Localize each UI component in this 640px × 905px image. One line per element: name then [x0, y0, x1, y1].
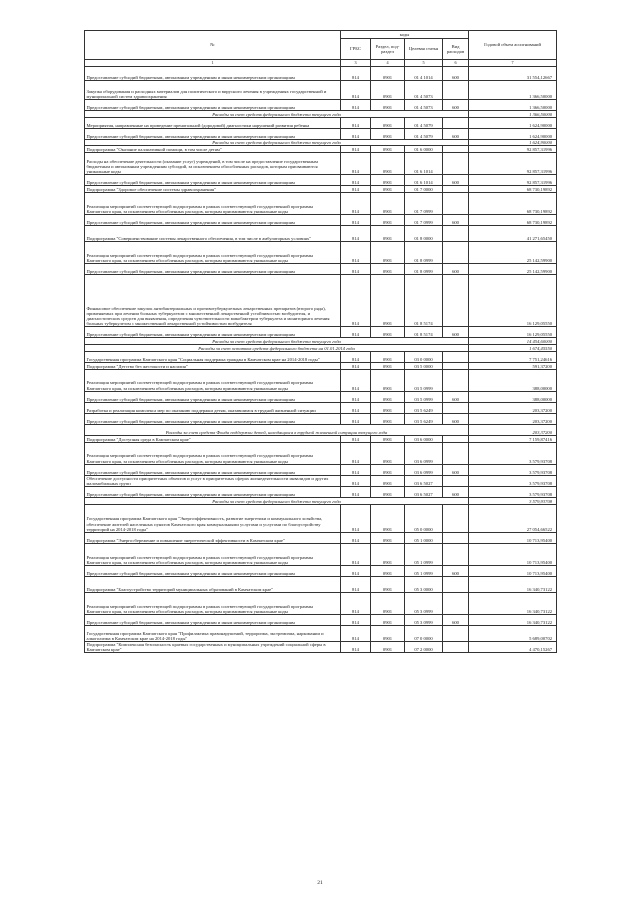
row-name: Реализация мероприятий соответствующей подпрограммы в рамках соответствующей государственной программы Камчатского края, за исключением обособленных расходов, которым присваиваются уникальные коды: [85, 442, 341, 464]
row-amount: 92 857,31996: [469, 146, 557, 153]
note-amount: 1 674,45550: [469, 345, 557, 352]
row-name: Подпрограмма "Здоровое обеспечение системы здравоохранения": [85, 186, 341, 193]
header-row-numbers: [85, 60, 557, 67]
row-amount: 16 129,05550: [469, 275, 557, 327]
row-name: Разработка и реализация комплекса мер по оказанию поддержки детям, оказавшимся в трудной жизненной ситуации: [85, 402, 341, 413]
row-grbs: 814: [341, 475, 371, 486]
row-target-article: 01 4 5079: [405, 128, 443, 139]
row-name: Предоставление субсидий бюджетным, автономным учреждениям и иным некоммерческим организациям: [85, 264, 341, 275]
table-row: [85, 442, 557, 464]
header-col-number: 6: [443, 60, 469, 67]
row-razdel: 0901: [371, 327, 405, 338]
row-expense-type: [443, 117, 469, 128]
table-row-note: [85, 338, 557, 345]
header-sum: Годовой объем ассигнований: [469, 31, 557, 60]
row-grbs: 814: [341, 67, 371, 81]
row-target-article: 01 8 0999: [405, 242, 443, 264]
row-razdel: 0901: [371, 242, 405, 264]
row-name: Расходы на обеспечение деятельности (оказание услуг) учреждений, в том числе на предоставление государственным бюджетным и автономным учреждениям субсидий, за исключением обособленных расходов, которым присваиваются уникальные коды: [85, 153, 341, 175]
row-grbs: 814: [341, 543, 371, 565]
row-expense-type: 600: [443, 128, 469, 139]
row-grbs: 814: [341, 128, 371, 139]
row-target-article: 01 6 1014: [405, 153, 443, 175]
row-amount: 25 142,59900: [469, 242, 557, 264]
row-amount: 41 271,65450: [469, 226, 557, 242]
row-grbs: 814: [341, 576, 371, 592]
row-grbs: 814: [341, 641, 371, 652]
row-razdel: 0901: [371, 543, 405, 565]
table-row: [85, 153, 557, 175]
row-expense-type: [443, 226, 469, 242]
row-expense-type: [443, 532, 469, 543]
row-amount: 27 054,66522: [469, 504, 557, 532]
row-name: Предоставление субсидий бюджетным, автономным учреждениям и иным некоммерческим организациям: [85, 100, 341, 111]
row-razdel: 0901: [371, 153, 405, 175]
table-row: [85, 641, 557, 652]
row-grbs: 814: [341, 435, 371, 442]
row-amount: 25 142,59900: [469, 264, 557, 275]
row-name: Предоставление субсидий бюджетным, автономным учреждениям и иным некоммерческим организациям: [85, 464, 341, 475]
row-target-article: 03 0 0000: [405, 351, 443, 362]
row-target-article: 05 3 0999: [405, 592, 443, 614]
row-expense-type: [443, 186, 469, 193]
row-expense-type: 600: [443, 614, 469, 625]
row-razdel: 0901: [371, 391, 405, 402]
row-razdel: 0901: [371, 402, 405, 413]
row-name: Подпрограмма "Комплексная безопасность краевых государственных и муниципальных учреждений социальной сферы в Камчатском крае": [85, 641, 341, 652]
row-amount: 10 713,95400: [469, 543, 557, 565]
row-expense-type: [443, 81, 469, 100]
row-amount: 68 730,19892: [469, 186, 557, 193]
header-col-number: 5: [405, 60, 443, 67]
row-name: Предоставление субсидий бюджетным, автономным учреждениям и иным некоммерческим организациям: [85, 565, 341, 576]
row-razdel: 0901: [371, 146, 405, 153]
header-grbs: ГРБС: [341, 39, 371, 60]
row-grbs: 814: [341, 504, 371, 532]
table-row: [85, 81, 557, 100]
row-expense-type: [443, 146, 469, 153]
row-expense-type: 600: [443, 215, 469, 226]
row-amount: 7 159,87416: [469, 435, 557, 442]
row-expense-type: 600: [443, 67, 469, 81]
note-amount: 3 579,93708: [469, 498, 557, 505]
row-expense-type: 600: [443, 464, 469, 475]
row-razdel: 0901: [371, 464, 405, 475]
row-amount: 31 554,12667: [469, 67, 557, 81]
row-target-article: 03 5 6249: [405, 413, 443, 424]
row-target-article: 07 2 0000: [405, 641, 443, 652]
row-name: Государственная программа Камчатского края "Социальная поддержка граждан в Камчатском крае на 2014-2018 годы": [85, 351, 341, 362]
row-razdel: 0901: [371, 592, 405, 614]
row-name: Реализация мероприятий соответствующей подпрограммы в рамках соответствующей государственной программы Камчатского края, за исключением обособленных расходов, которым присваиваются уникальные коды: [85, 369, 341, 391]
table-row: [85, 264, 557, 275]
table-row-note: [85, 139, 557, 146]
row-grbs: 814: [341, 264, 371, 275]
row-target-article: 03 6 0999: [405, 464, 443, 475]
table-row: [85, 504, 557, 532]
row-grbs: 814: [341, 402, 371, 413]
row-razdel: 0901: [371, 275, 405, 327]
row-razdel: 0901: [371, 576, 405, 592]
row-razdel: 0901: [371, 614, 405, 625]
row-grbs: 814: [341, 186, 371, 193]
row-expense-type: [443, 402, 469, 413]
row-expense-type: [443, 275, 469, 327]
note-text: Расходы за счет средств Фонда поддержки детей, находящихся в трудной жизненной ситуации текущего года: [85, 424, 469, 435]
table-row: [85, 186, 557, 193]
table-row: [85, 475, 557, 486]
row-amount: 16 129,05550: [469, 327, 557, 338]
row-name: Реализация мероприятий соответствующей подпрограммы в рамках соответствующей государственной программы Камчатского края, за исключением обособленных расходов, которым присваиваются уникальные коды: [85, 592, 341, 614]
row-razdel: 0901: [371, 362, 405, 369]
table-row: [85, 402, 557, 413]
row-expense-type: [443, 242, 469, 264]
table-row: [85, 362, 557, 369]
header-col-number: 7: [469, 60, 557, 67]
row-razdel: 0901: [371, 186, 405, 193]
row-grbs: 814: [341, 464, 371, 475]
row-amount: 388,00000: [469, 369, 557, 391]
row-grbs: 814: [341, 175, 371, 186]
table-row-note: [85, 111, 557, 118]
row-amount: 10 713,95400: [469, 565, 557, 576]
table-row: [85, 625, 557, 641]
row-target-article: 03 6 0999: [405, 442, 443, 464]
row-razdel: 0901: [371, 67, 405, 81]
row-amount: 92 857,31996: [469, 153, 557, 175]
row-target-article: 01 4 5073: [405, 81, 443, 100]
row-expense-type: [443, 592, 469, 614]
table-row: [85, 614, 557, 625]
row-target-article: 01 8 5174: [405, 327, 443, 338]
row-grbs: 814: [341, 153, 371, 175]
table-row: [85, 215, 557, 226]
row-target-article: 05 1 0000: [405, 532, 443, 543]
row-name: Предоставление субсидий бюджетным, автономным учреждениям и иным некоммерческим организациям: [85, 391, 341, 402]
row-grbs: 814: [341, 351, 371, 362]
row-target-article: 01 7 0999: [405, 215, 443, 226]
row-expense-type: [443, 543, 469, 565]
row-amount: 3 579,93708: [469, 475, 557, 486]
row-amount: 68 730,19892: [469, 215, 557, 226]
table-row: [85, 464, 557, 475]
table-row: [85, 592, 557, 614]
row-name: Обеспечение доступности приоритетных объектов и услуг в приоритетных сферах жизнедеятельности инвалидов и других маломобильных групп: [85, 475, 341, 486]
row-target-article: 03 5 0000: [405, 362, 443, 369]
row-expense-type: [443, 442, 469, 464]
row-target-article: 03 6 0000: [405, 435, 443, 442]
row-amount: 3 579,93708: [469, 442, 557, 464]
row-grbs: 814: [341, 100, 371, 111]
row-razdel: 0901: [371, 641, 405, 652]
row-expense-type: 600: [443, 100, 469, 111]
row-razdel: 0901: [371, 193, 405, 215]
row-target-article: 01 4 1014: [405, 67, 443, 81]
row-razdel: 0901: [371, 226, 405, 242]
table-row-note: [85, 345, 557, 352]
row-amount: 68 730,19892: [469, 193, 557, 215]
row-expense-type: [443, 153, 469, 175]
table-row: [85, 391, 557, 402]
row-razdel: 0901: [371, 100, 405, 111]
row-target-article: 01 7 0000: [405, 186, 443, 193]
table-row: [85, 351, 557, 362]
table-row: [85, 327, 557, 338]
note-amount: 203,37200: [469, 424, 557, 435]
row-name: Предоставление субсидий бюджетным, автономным учреждениям и иным некоммерческим организациям: [85, 327, 341, 338]
row-name: Подпрограмма "Совершенствование системы лекарственного обеспечения, в том числе в амбулаторных условиях": [85, 226, 341, 242]
row-name: Предоставление субсидий бюджетным, автономным учреждениям и иным некоммерческим организациям: [85, 487, 341, 498]
header-target-article: Целевая статья: [405, 39, 443, 60]
row-expense-type: [443, 641, 469, 652]
row-target-article: 03 6 5027: [405, 475, 443, 486]
table-row: [85, 275, 557, 327]
table-row: [85, 117, 557, 128]
row-name: Предоставление субсидий бюджетным, автономным учреждениям и иным некоммерческим организациям: [85, 128, 341, 139]
row-target-article: 01 7 0999: [405, 193, 443, 215]
budget-table-container: [84, 30, 556, 653]
row-grbs: 814: [341, 565, 371, 576]
row-razdel: 0901: [371, 504, 405, 532]
row-razdel: 0901: [371, 475, 405, 486]
header-col-number: 1: [85, 60, 341, 67]
row-expense-type: [443, 625, 469, 641]
row-expense-type: [443, 435, 469, 442]
row-expense-type: 600: [443, 391, 469, 402]
row-grbs: 814: [341, 146, 371, 153]
row-expense-type: [443, 369, 469, 391]
row-expense-type: [443, 351, 469, 362]
row-amount: 203,37200: [469, 402, 557, 413]
note-amount: 1 366,50000: [469, 111, 557, 118]
row-name: Реализация мероприятий соответствующей подпрограммы в рамках соответствующей государственной программы Камчатского края, за исключением обособленных расходов, которым присваиваются уникальные коды: [85, 193, 341, 215]
row-target-article: 07 0 0000: [405, 625, 443, 641]
row-razdel: 0901: [371, 565, 405, 576]
row-grbs: 814: [341, 442, 371, 464]
row-amount: 7 751,24616: [469, 351, 557, 362]
row-name: Подпрограмма "Детство без жестокости и насилия": [85, 362, 341, 369]
row-amount: 5 689,00702: [469, 625, 557, 641]
row-target-article: 01 8 5174: [405, 275, 443, 327]
row-grbs: 814: [341, 362, 371, 369]
row-grbs: 814: [341, 215, 371, 226]
note-text: Расходы за счет средств федерального бюджета текущего года: [85, 111, 469, 118]
row-grbs: 814: [341, 413, 371, 424]
table-row: [85, 193, 557, 215]
row-amount: 1 624,90000: [469, 128, 557, 139]
row-razdel: 0901: [371, 215, 405, 226]
row-grbs: 814: [341, 242, 371, 264]
row-amount: 1 366,50000: [469, 100, 557, 111]
table-row: [85, 67, 557, 81]
table-row: [85, 226, 557, 242]
table-row: [85, 369, 557, 391]
row-name: Мероприятия, направленные на проведение пренатальной (дородовой) диагностики нарушений развития ребенка: [85, 117, 341, 128]
note-amount: 14 454,60000: [469, 338, 557, 345]
header-col-number: 4: [371, 60, 405, 67]
row-amount: 388,00000: [469, 391, 557, 402]
row-grbs: 814: [341, 226, 371, 242]
row-name: Закупка оборудования и расходных материалов для политического и вирусного лечения в учреждениях государственной и муниципальной систем здравоохранения: [85, 81, 341, 100]
table-row: [85, 543, 557, 565]
row-target-article: 01 8 0999: [405, 264, 443, 275]
row-name: Предоставление субсидий бюджетным, автономным учреждениям и иным некоммерческим организациям: [85, 67, 341, 81]
row-expense-type: [443, 193, 469, 215]
row-amount: 203,37200: [469, 413, 557, 424]
row-expense-type: 600: [443, 327, 469, 338]
row-name: Предоставление субсидий бюджетным, автономным учреждениям и иным некоммерческим организациям: [85, 215, 341, 226]
table-row-note: [85, 498, 557, 505]
note-text: Расходы за счет средств федерального бюджета текущего года: [85, 498, 469, 505]
table-row: [85, 576, 557, 592]
row-grbs: 814: [341, 625, 371, 641]
note-text: Расходы за счет средств федерального бюджета текущего года: [85, 338, 469, 345]
budget-table: [84, 30, 557, 653]
table-row: [85, 487, 557, 498]
row-expense-type: 600: [443, 413, 469, 424]
row-target-article: 01 4 5073: [405, 100, 443, 111]
row-target-article: 05 3 0999: [405, 614, 443, 625]
row-razdel: 0901: [371, 264, 405, 275]
header-row-codes: [85, 31, 557, 39]
header-razdel: Раздел, под-раздел: [371, 39, 405, 60]
table-row: [85, 128, 557, 139]
row-grbs: 814: [341, 193, 371, 215]
row-expense-type: [443, 576, 469, 592]
row-amount: 92 857,31996: [469, 175, 557, 186]
row-amount: 16 340,73122: [469, 614, 557, 625]
row-target-article: 01 4 5079: [405, 117, 443, 128]
row-target-article: 01 6 1014: [405, 175, 443, 186]
row-target-article: 03 6 5027: [405, 487, 443, 498]
table-row: [85, 146, 557, 153]
row-target-article: 03 5 6249: [405, 402, 443, 413]
row-amount: 10 713,95400: [469, 532, 557, 543]
table-row-note: [85, 424, 557, 435]
row-grbs: 814: [341, 369, 371, 391]
row-amount: 591,37200: [469, 362, 557, 369]
row-razdel: 0901: [371, 117, 405, 128]
row-razdel: 0901: [371, 532, 405, 543]
row-grbs: 814: [341, 117, 371, 128]
header-col-number: 3: [341, 60, 371, 67]
row-expense-type: [443, 362, 469, 369]
row-amount: 3 579,93708: [469, 487, 557, 498]
row-amount: 4 470,15267: [469, 641, 557, 652]
row-expense-type: 600: [443, 565, 469, 576]
header-codes: коды: [341, 31, 469, 39]
row-name: Предоставление субсидий бюджетным, автономным учреждениям и иным некоммерческим организациям: [85, 413, 341, 424]
row-razdel: 0901: [371, 351, 405, 362]
table-body: [85, 67, 557, 653]
table-row: [85, 175, 557, 186]
note-text: Расходы за счет остатков средств федерального бюджета на 01.01.2014 года: [85, 345, 469, 352]
row-expense-type: [443, 475, 469, 486]
row-razdel: 0901: [371, 442, 405, 464]
row-razdel: 0901: [371, 625, 405, 641]
row-amount: 1 366,50000: [469, 81, 557, 100]
row-razdel: 0901: [371, 369, 405, 391]
row-target-article: 05 3 0000: [405, 576, 443, 592]
row-grbs: 814: [341, 614, 371, 625]
row-name: Финансовое обеспечение закупок антибактериальных и противотуберкулезных лекарственных препаратов (второго ряда), применяемых при лечении больных туберкулезом с множественной лекарственной устойчивостью возбудителя, и диагностических средств для выявления, определения чувствительности микобактерии туберкулеза и мониторинга лечения больных туберкулезом с множественной лекарственной устойчивостью возбудителя: [85, 275, 341, 327]
row-grbs: 814: [341, 532, 371, 543]
row-grbs: 814: [341, 592, 371, 614]
row-grbs: 814: [341, 81, 371, 100]
row-razdel: 0901: [371, 435, 405, 442]
row-razdel: 0901: [371, 413, 405, 424]
row-name: Подпрограмма "Доступная среда в Камчатском крае": [85, 435, 341, 442]
table-row: [85, 532, 557, 543]
row-grbs: 814: [341, 275, 371, 327]
row-target-article: 03 5 0999: [405, 391, 443, 402]
row-amount: 16 340,73122: [469, 592, 557, 614]
row-name: Подпрограмма "Оказание паллиативной помощи, в том числе детям": [85, 146, 341, 153]
row-name: Государственная программа Камчатского края "Профилактика правонарушений, терроризма, экстремизма, наркомании и алкоголизма в Камчатском крае на 2014-2018 годы": [85, 625, 341, 641]
table-row: [85, 565, 557, 576]
row-name: Подпрограмма "Благоустройство территорий муниципальных образований в Камчатском крае": [85, 576, 341, 592]
table-row: [85, 413, 557, 424]
row-target-article: 05 1 0999: [405, 543, 443, 565]
table-row: [85, 242, 557, 264]
row-amount: 1 624,90000: [469, 117, 557, 128]
row-razdel: 0901: [371, 81, 405, 100]
note-text: Расходы за счет средств федерального бюджета текущего года: [85, 139, 469, 146]
row-amount: 3 579,93708: [469, 464, 557, 475]
row-name: Подпрограмма "Энергосбережение и повышение энергетической эффективности в Камчатском крае": [85, 532, 341, 543]
row-expense-type: 600: [443, 264, 469, 275]
row-name: Реализация мероприятий соответствующей подпрограммы в рамках соответствующей государственной программы Камчатского края, за исключением обособленных расходов, которым присваиваются уникальные коды: [85, 543, 341, 565]
row-name: Реализация мероприятий соответствующей подпрограммы в рамках соответствующей государственной программы Камчатского края, за исключением обособленных расходов, которым присваиваются уникальные коды: [85, 242, 341, 264]
row-expense-type: [443, 504, 469, 532]
row-name: Предоставление субсидий бюджетным, автономным учреждениям и иным некоммерческим организациям: [85, 175, 341, 186]
row-grbs: 814: [341, 391, 371, 402]
row-expense-type: 600: [443, 175, 469, 186]
row-target-article: 05 1 0999: [405, 565, 443, 576]
row-grbs: 814: [341, 487, 371, 498]
row-target-article: 01 6 0000: [405, 146, 443, 153]
note-amount: 1 624,90000: [469, 139, 557, 146]
row-name: Предоставление субсидий бюджетным, автономным учреждениям и иным некоммерческим организациям: [85, 614, 341, 625]
row-razdel: 0901: [371, 487, 405, 498]
header-num: №: [85, 31, 341, 60]
row-target-article: 01 8 0000: [405, 226, 443, 242]
row-amount: 16 340,73122: [469, 576, 557, 592]
row-razdel: 0901: [371, 175, 405, 186]
header-expense-type: Вид расходов: [443, 39, 469, 60]
row-razdel: 0901: [371, 128, 405, 139]
row-grbs: 814: [341, 327, 371, 338]
page-number: 21: [317, 880, 323, 886]
row-target-article: 03 5 0999: [405, 369, 443, 391]
row-name: Государственная программа Камчатского края "Энергоэффективность, развитие энергетики и коммунального хозяйства, обеспечение жителей населенных пунктов Камчатского края коммунальными услугами и услугами по благоустройству территорий на 2014-2018 годы": [85, 504, 341, 532]
table-row: [85, 435, 557, 442]
table-row: [85, 100, 557, 111]
row-target-article: 05 0 0000: [405, 504, 443, 532]
row-expense-type: 600: [443, 487, 469, 498]
